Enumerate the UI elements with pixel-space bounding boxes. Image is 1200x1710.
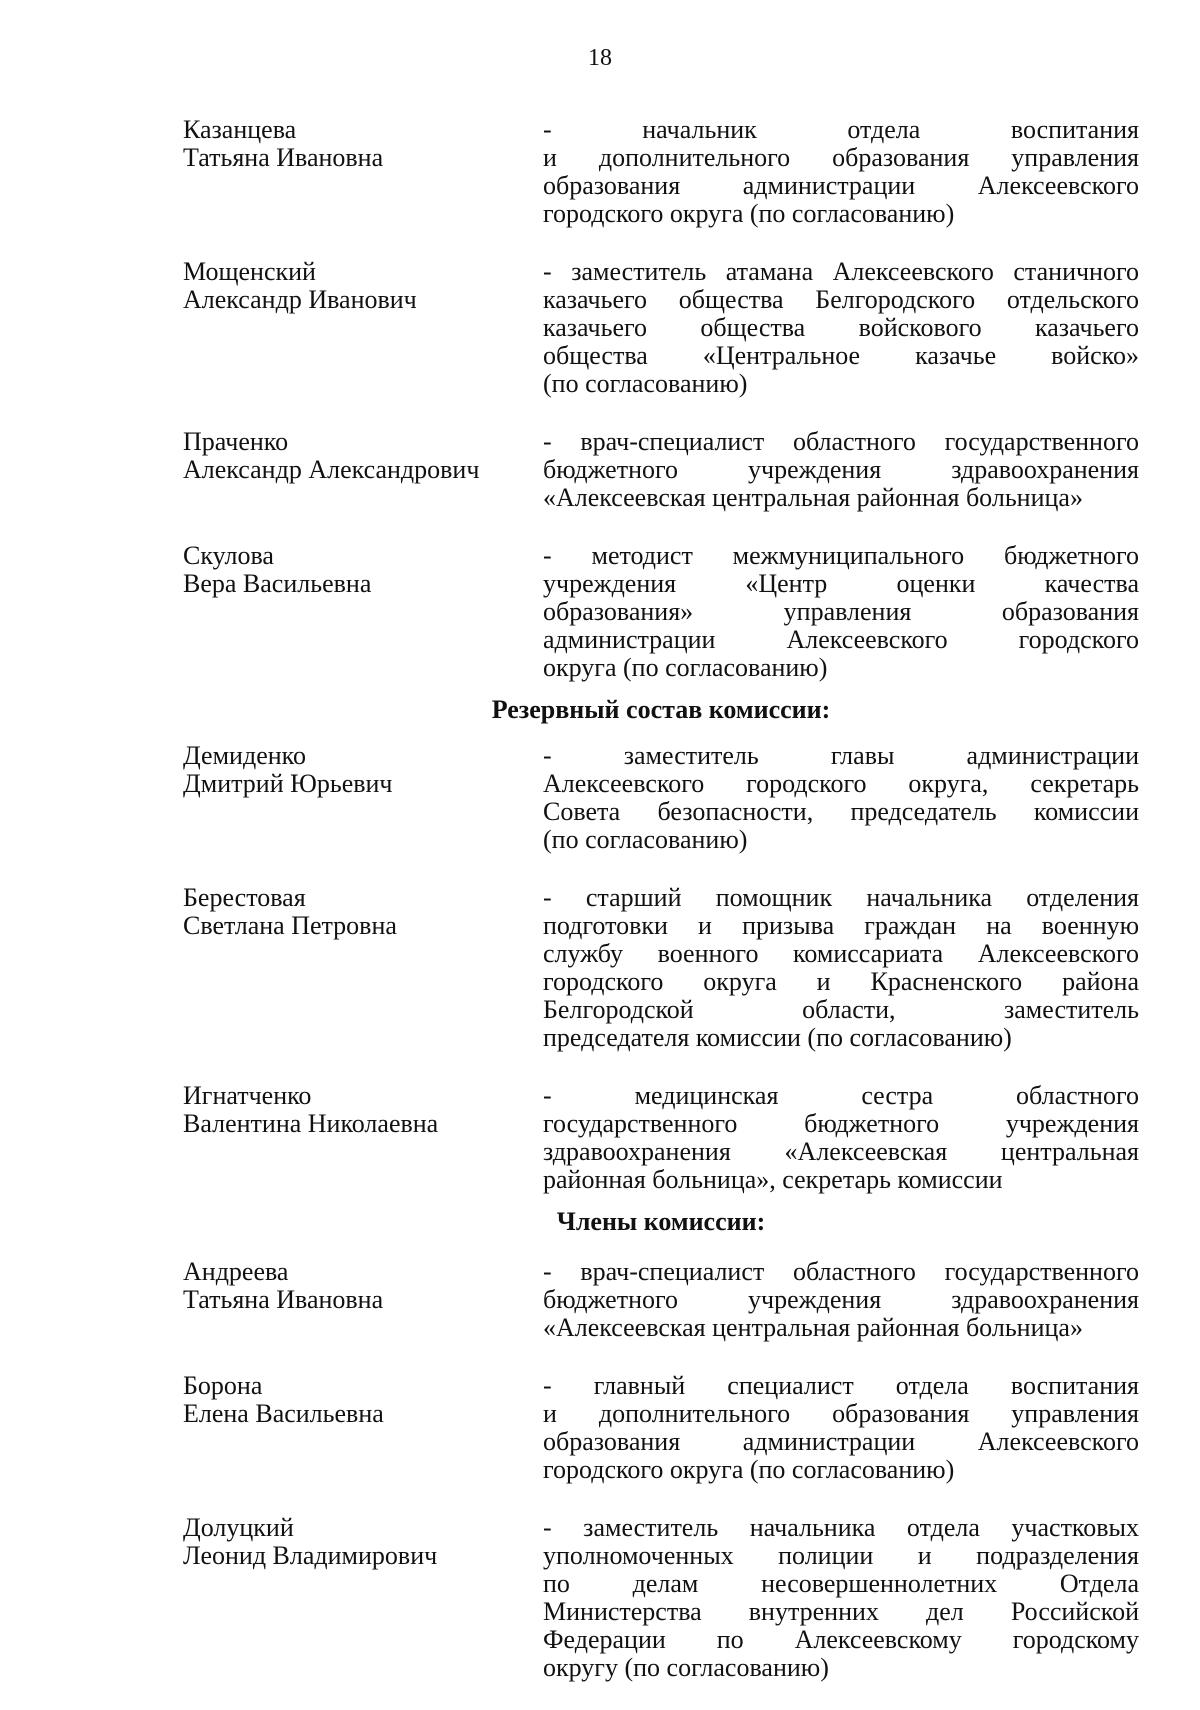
position-line: городского округа (по согласованию) <box>543 199 955 228</box>
reserve-heading: Резервный состав комиссии: <box>491 695 831 724</box>
member-position <box>543 542 1139 682</box>
member-entry <box>183 542 1139 682</box>
position-line: государственного бюджетного учреждения <box>543 1109 1139 1138</box>
position-line: (по согласованию) <box>543 369 748 398</box>
member-given-names: Татьяна Ивановна <box>183 143 384 172</box>
position-line: районная больница», секретарь комиссии <box>543 1165 1003 1194</box>
member-position <box>543 116 1139 228</box>
position-line: Алексеевского городского округа, секретарь <box>543 769 1139 798</box>
member-name <box>183 258 543 314</box>
position-line: здравоохранения «Алексеевская центральная <box>543 1137 1139 1166</box>
position-line: общества «Центральное казачье войско» <box>543 341 1139 370</box>
position-line: Белгородской области, заместитель <box>543 995 1139 1024</box>
position-line: округа (по согласованию) <box>543 653 828 682</box>
position-line: и дополнительного образования управления <box>543 143 1139 172</box>
position-line: образования администрации Алексеевского <box>543 1427 1139 1456</box>
member-entry <box>183 884 1139 1052</box>
member-entry <box>183 742 1139 854</box>
member-surname: Долуцкий <box>183 1513 294 1542</box>
position-line: учреждения «Центр оценки качества <box>543 569 1139 598</box>
position-line: бюджетного учреждения здравоохранения <box>543 1285 1139 1314</box>
member-name <box>183 1514 543 1570</box>
member-name <box>183 1372 543 1428</box>
position-line: по делам несовершеннолетних Отдела <box>543 1569 1139 1598</box>
member-given-names: Александр Александрович <box>183 455 480 484</box>
member-given-names: Елена Васильевна <box>183 1399 384 1428</box>
member-entry <box>183 116 1139 228</box>
position-line: и дополнительного образования управления <box>543 1399 1139 1428</box>
member-surname: Скулова <box>183 541 274 570</box>
member-given-names: Александр Иванович <box>183 285 417 314</box>
position-line: (по согласованию) <box>543 825 748 854</box>
position-line: - медицинская сестра областного <box>543 1081 1139 1110</box>
member-position <box>543 884 1139 1052</box>
member-surname: Берестовая <box>183 883 306 912</box>
commission-document <box>183 116 1139 1682</box>
position-line: казачьего общества войскового казачьего <box>543 313 1139 342</box>
member-position <box>543 1514 1139 1682</box>
position-line: - начальник отдела воспитания <box>543 115 1139 144</box>
member-surname: Игнатченко <box>183 1081 312 1110</box>
position-line: округу (по согласованию) <box>543 1653 829 1682</box>
commission-main-list <box>183 116 1139 682</box>
position-line: бюджетного учреждения здравоохранения <box>543 455 1139 484</box>
member-position <box>543 428 1139 512</box>
position-line: - методист межмуниципального бюджетного <box>543 541 1139 570</box>
position-line: администрации Алексеевского городского <box>543 625 1139 654</box>
position-line: - заместитель главы администрации <box>543 741 1139 770</box>
position-line: подготовки и призыва граждан на военную <box>543 911 1139 940</box>
position-line: образования администрации Алексеевского <box>543 171 1139 200</box>
position-line: Федерации по Алексеевскому городскому <box>543 1625 1139 1654</box>
position-line: «Алексеевская центральная районная больница» <box>543 1313 1083 1342</box>
position-line: - заместитель начальника отдела участковых <box>543 1513 1139 1542</box>
member-given-names: Леонид Владимирович <box>183 1541 438 1570</box>
member-position <box>543 1372 1139 1484</box>
member-name <box>183 1258 543 1314</box>
position-line: - врач-специалист областного государственного <box>543 1257 1139 1286</box>
position-line: городского округа и Красненского района <box>543 967 1139 996</box>
member-name <box>183 1082 543 1138</box>
position-line: «Алексеевская центральная районная больница» <box>543 483 1083 512</box>
member-entry <box>183 258 1139 398</box>
member-given-names: Дмитрий Юрьевич <box>183 769 393 798</box>
member-name <box>183 116 543 172</box>
member-surname: Борона <box>183 1371 263 1400</box>
member-name <box>183 884 543 940</box>
member-name <box>183 428 543 484</box>
member-position <box>543 742 1139 854</box>
member-position <box>543 1258 1139 1342</box>
position-line: председателя комиссии (по согласованию) <box>543 1023 1012 1052</box>
position-line: образования» управления образования <box>543 597 1139 626</box>
member-entry <box>183 1082 1139 1194</box>
position-line: - врач-специалист областного государственного <box>543 427 1139 456</box>
member-name <box>183 742 543 798</box>
position-line: Совета безопасности, председатель комиссии <box>543 797 1139 826</box>
page-number: 18 <box>588 45 612 71</box>
member-entry <box>183 1372 1139 1484</box>
member-given-names: Татьяна Ивановна <box>183 1285 384 1314</box>
position-line: - главный специалист отдела воспитания <box>543 1371 1139 1400</box>
member-name <box>183 542 543 598</box>
member-surname: Казанцева <box>183 115 297 144</box>
position-line: уполномоченных полиции и подразделения <box>543 1541 1139 1570</box>
member-position <box>543 1082 1139 1194</box>
members-list <box>183 1258 1139 1682</box>
position-line: Министерства внутренних дел Российской <box>543 1597 1139 1626</box>
reserve-list <box>183 742 1139 1194</box>
member-given-names: Светлана Петровна <box>183 911 397 940</box>
member-surname: Мощенский <box>183 257 316 286</box>
position-line: - заместитель атамана Алексеевского станичного <box>543 257 1139 286</box>
member-given-names: Валентина Николаевна <box>183 1109 439 1138</box>
position-line: городского округа (по согласованию) <box>543 1455 955 1484</box>
member-surname: Демиденко <box>183 741 306 770</box>
member-surname: Андреева <box>183 1257 289 1286</box>
member-entry <box>183 428 1139 512</box>
member-entry <box>183 1514 1139 1682</box>
member-entry <box>183 1258 1139 1342</box>
members-heading: Члены комиссии: <box>556 1207 766 1236</box>
position-line: - старший помощник начальника отделения <box>543 883 1139 912</box>
member-position <box>543 258 1139 398</box>
member-surname: Праченко <box>183 427 289 456</box>
position-line: казачьего общества Белгородского отдельского <box>543 285 1139 314</box>
position-line: службу военного комиссариата Алексеевского <box>543 939 1139 968</box>
member-given-names: Вера Васильевна <box>183 569 372 598</box>
